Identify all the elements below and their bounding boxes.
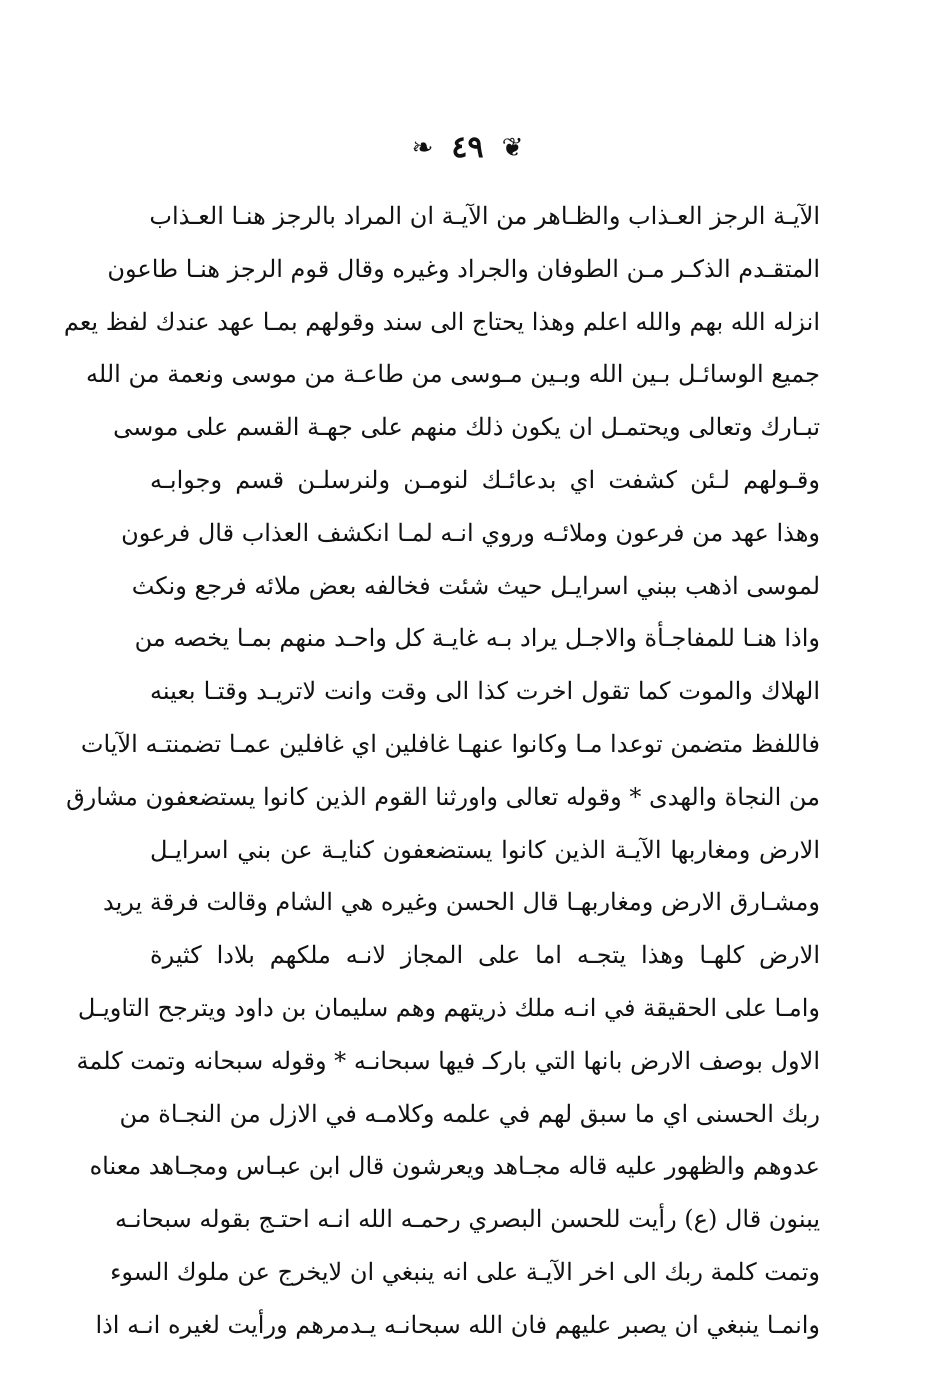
body-text bbox=[63, 190, 820, 1352]
text-line: الارض ومغاربها الآيـة الذين كانوا يستضعفون كنايـة عن بني اسرايـل bbox=[150, 835, 820, 864]
ornament-right-icon: ❦ bbox=[501, 133, 524, 163]
page-number: ٤٩ bbox=[451, 130, 484, 165]
text-line: جميع الوسائـل بـين الله وبـين مـوسى من طاعـة من موسى ونعمة من الله bbox=[86, 360, 820, 389]
text-line: يبنون قال (ع) رأيت للحسن البصري رحمـه الله انـه احتـج بقوله سبحانـه bbox=[114, 1205, 820, 1234]
text-line: عدوهم والظهور عليه قاله مجـاهد ويعرشون قال ابن عبـاس ومجـاهد معناه bbox=[89, 1152, 820, 1181]
text-line: واذا هنـا للمفاجـأة والاجـل يراد بـه غايـة كل واحـد منهم بمـا يخصه من bbox=[134, 624, 820, 653]
text-line: لموسى اذهب ببني اسرايـل حيث شئت فخالفه بعض ملائه فرجع ونكث bbox=[131, 571, 820, 600]
text-line: من النجاة والهدى * وقوله تعالى واورثنا القوم الذين كانوا يستضعفون مشارق bbox=[66, 782, 820, 811]
text-line: وهذا عهد من فرعون وملائـه وروي انـه لمـا انكشف العذاب قال فرعون bbox=[121, 518, 820, 547]
text-line: وقـولهم لـئن كشفت اي بدعائـك لنومـن ولنرسلـن قسم وجوابـه bbox=[150, 465, 820, 494]
page-header bbox=[0, 128, 935, 168]
text-line: الارض كلهـا وهذا يتجـه اما على المجاز لانـه ملكهم بلادا كثيرة bbox=[150, 941, 820, 970]
text-line: وامـا على الحقيقة في انـه ملك ذريتهم وهم سليمان بن داود ويترجح التاويـل bbox=[77, 993, 820, 1022]
text-line: تبـارك وتعالى ويحتمـل ان يكون ذلك منهم على جهـة القسم على موسى bbox=[113, 413, 820, 442]
text-line: الاول بوصف الارض بانها التي باركـ فيها سبحانـه * وقوله سبحانه وتمت كلمة bbox=[76, 1046, 820, 1075]
text-line: انزله الله بهم والله اعلم وهذا يحتاج الى سند وقولهم بمـا عهد عندك لفظ يعم bbox=[63, 307, 820, 336]
text-line: الهلاك والموت كما تقول اخرت كذا الى وقت وانت لاتريـد وقتـا بعينه bbox=[150, 677, 820, 706]
text-line: فاللفظ متضمن توعدا مـا وكانوا عنهـا غافلين اي غافلين عمـا تضمنتـه الآيات bbox=[80, 729, 820, 758]
text-line: وانمـا ينبغي ان يصبر عليهم فان الله سبحانـه يـدمرهم ورأيت لغيره انـه اذا bbox=[95, 1310, 820, 1339]
text-line: ومشـارق الارض ومغاربهـا قال الحسن وغيره هي الشام وقالت فرقة يريد bbox=[103, 888, 820, 917]
text-line: ربك الحسنى اي ما سبق لهم في علمه وكلامـه في الازل من النجـاة من bbox=[119, 1099, 820, 1128]
ornament-left-icon: ❧ bbox=[411, 133, 434, 163]
text-line: المتقـدم الذكـر مـن الطوفان والجراد وغيره وقال قوم الرجز هنـا طاعون bbox=[107, 254, 820, 283]
text-line: الآيـة الرجز العـذاب والظـاهر من الآيـة ان المراد بالرجز هنـا العـذاب bbox=[149, 202, 820, 230]
text-line: وتمت كلمة ربك الى اخر الآيـة على انه ينبغي ان لايخرج عن ملوك السوء bbox=[110, 1257, 820, 1286]
